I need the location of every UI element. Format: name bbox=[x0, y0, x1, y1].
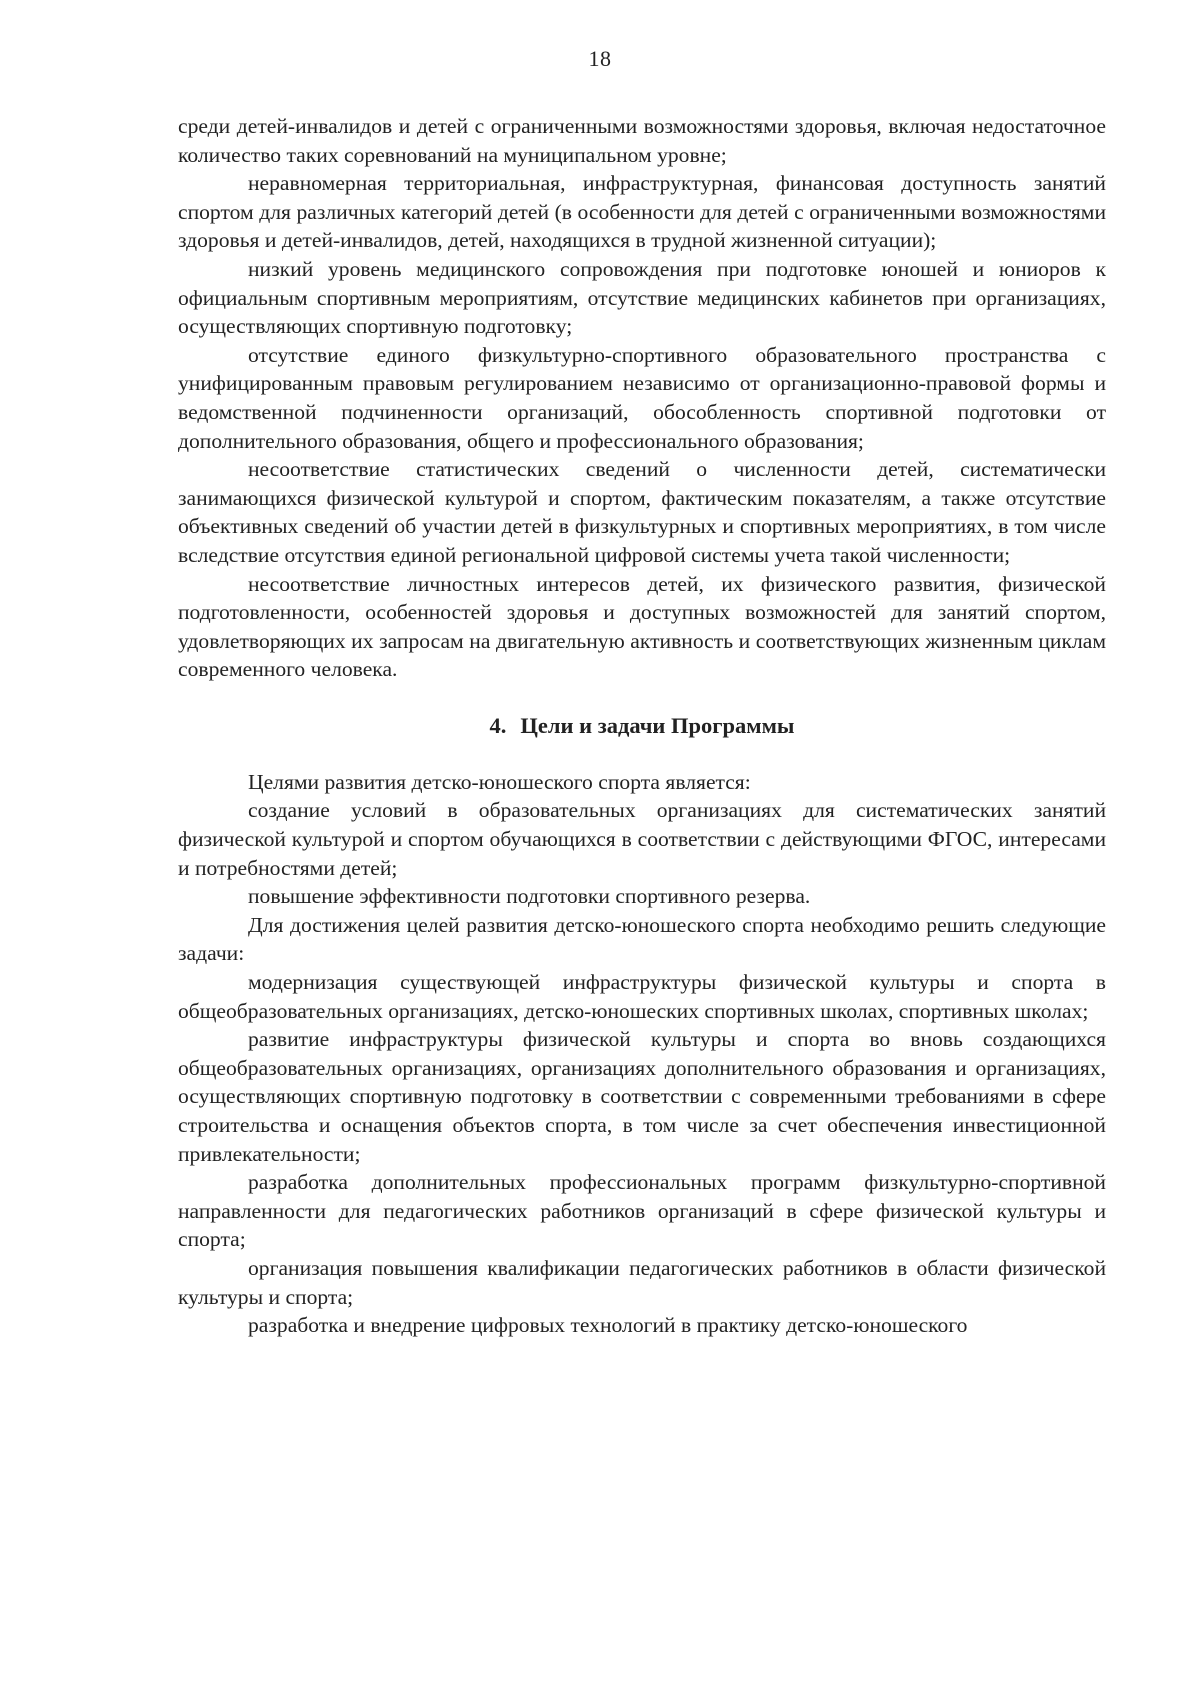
paragraph: низкий уровень медицинского сопровождения при подготовке юношей и юниоров к официальным спортивным мероприятиям, отсутствие медицинских кабинетов при организациях, осуществляющих спортивную подготовку; bbox=[178, 256, 1106, 339]
paragraph: отсутствие единого физкультурно-спортивного образовательного пространства с унифицированным правовым регулированием независимо от организационно-правовой формы и ведомственной подчиненности организаций, обособленность спортивной подготовки от дополнительного образования, общего и профессионального образования; bbox=[178, 342, 1106, 453]
page-number: 18 bbox=[588, 46, 612, 71]
paragraph: организация повышения квалификации педагогических работников в области физической культуры и спорта; bbox=[178, 1255, 1106, 1309]
paragraph: модернизация существующей инфраструктуры физической культуры и спорта в общеобразовательных организациях, детско-юношеских спортивных школах, спортивных школах; bbox=[178, 970, 1106, 1023]
section-title: Цели и задачи Программы bbox=[520, 712, 795, 738]
paragraph: несоответствие статистических сведений о численности детей, систематически занимающихся физической культурой и спортом, фактическим показателям, а также отсутствие объективных сведений об участии детей в физкультурных и спортивных мероприятиях, в том числе вследствие отсутствия единой региональной цифровой системы учета такой численности; bbox=[178, 457, 1106, 567]
paragraph: разработка дополнительных профессиональных программ физкультурно-спортивной направленности для педагогических работников организаций в сфере физической культуры и спорта; bbox=[178, 1170, 1106, 1252]
document-body bbox=[178, 112, 1106, 1340]
paragraph: разработка и внедрение цифровых технологий в практику детско-юношеского bbox=[248, 1313, 968, 1338]
paragraph: Для достижения целей развития детско-юношеского спорта необходимо решить следующие задачи: bbox=[178, 912, 1106, 966]
paragraph: среди детей-инвалидов и детей с ограниченными возможностями здоровья, включая недостаточное количество таких соревнований на муниципальном уровне; bbox=[178, 114, 1106, 167]
paragraph: создание условий в образовательных организациях для систематических занятий физической культурой и спортом обучающихся в соответствии с действующими ФГОС, интересами и потребностями детей; bbox=[178, 798, 1106, 880]
paragraph: повышение эффективности подготовки спортивного резерва. bbox=[248, 884, 811, 909]
paragraph: Целями развития детско-юношеского спорта является: bbox=[248, 769, 751, 794]
paragraph: несоответствие личностных интересов детей, их физического развития, физической подготовленности, особенностей здоровья и доступных возможностей для занятий спортом, удовлетворяющих их запросам на двигательную активность и соответствующих жизненным циклам современного человека. bbox=[178, 571, 1106, 682]
section-number: 4. bbox=[489, 712, 507, 738]
paragraph: развитие инфраструктуры физической культуры и спорта во вновь создающихся общеобразовательных организациях, организациях дополнительного образования и организациях, осуществляющих спортивную подготовку в соответствии с современными требованиями в сфере строительства и оснащения объектов спорта, в том числе за счет обеспечения инвестиционной привлекательности; bbox=[178, 1027, 1106, 1166]
paragraph: неравномерная территориальная, инфраструктурная, финансовая доступность занятий спортом для различных категорий детей (в особенности для детей с ограниченными возможностями здоровья и детей-инвалидов, детей, находящихся в трудной жизненной ситуации); bbox=[178, 171, 1106, 253]
section-heading bbox=[178, 711, 1106, 741]
